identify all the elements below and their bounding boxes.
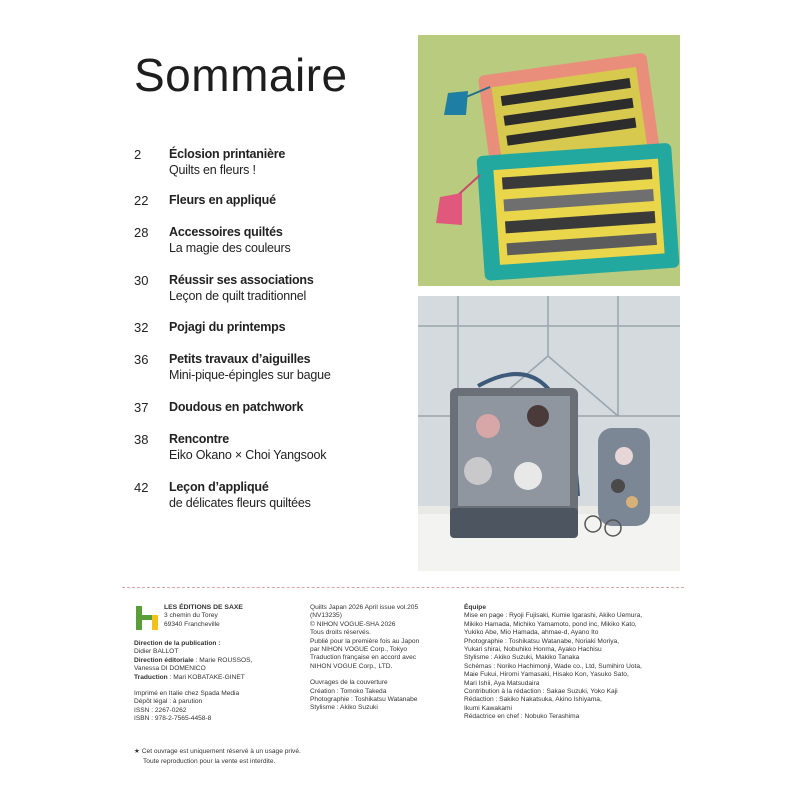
toc-title: Accessoires quiltés: [169, 225, 283, 239]
team-line: Rédaction : Sakiko Nakatsuka, Akino Ishiyama,: [464, 696, 602, 704]
toc-subtitle: Eiko Okano × Choi Yangsook: [169, 448, 327, 462]
toc-page-number: 30: [134, 273, 149, 288]
edition-line: © NIHON VOGUE-SHA 2026: [310, 620, 396, 628]
cover-credit: Création : Tomoko Takeda: [310, 687, 387, 695]
toc-page-number: 2: [134, 147, 142, 162]
bag-photo: [418, 296, 680, 571]
team-line: Rédactrice en chef : Nobuko Terashima: [464, 713, 580, 721]
toc-title: Pojagi du printemps: [169, 320, 286, 334]
publisher-address: [164, 604, 243, 629]
toc-title: Rencontre: [169, 432, 230, 446]
printing-info: Imprimé en Italie chez Spada Media: [134, 690, 240, 698]
toc-page-number: 42: [134, 480, 149, 495]
notice-line: Toute reproduction pour la vente est interdite.: [143, 758, 276, 765]
toc-title: Petits travaux d’aiguilles: [169, 352, 311, 366]
credit-value: Didier BALLOT: [134, 648, 179, 656]
toc-page-number: 32: [134, 320, 149, 335]
toc-title: Leçon d’appliqué: [169, 480, 269, 494]
usage-notice: [134, 747, 301, 767]
team-line: Mari Ishii, Aya Matsudaira: [464, 679, 540, 687]
toc-title: Doudous en patchwork: [169, 400, 304, 414]
team-line: Mikiko Hamada, Michiko Yamamoto, pond inc, Mikiko Kato,: [464, 620, 637, 628]
team-line: Yukiko Abe, Mio Hamada, ahmae-d, Ayano Ito: [464, 629, 599, 637]
page-title: Sommaire: [134, 49, 348, 101]
cover-credit: Photographie : Toshikatsu Watanabe: [310, 696, 418, 704]
toc-subtitle: Quilts en fleurs !: [169, 163, 256, 177]
credit-label: Traduction: [134, 673, 168, 681]
toc-title: Réussir ses associations: [169, 273, 314, 287]
edition-line: NIHON VOGUE Corp., LTD.: [310, 662, 393, 670]
credit-value: : Mari KOBATAKE-GINET: [167, 673, 245, 681]
team-line: Mise en page : Ryoji Fujisaki, Kumie Igarashi, Akiko Uemura,: [464, 612, 643, 620]
toc-page-number: 37: [134, 400, 149, 415]
edition-line: Traduction française en accord avec: [310, 654, 417, 662]
edition-info: [310, 604, 419, 713]
team-line: Schémas : Noriko Hachimonji, Wade co., Ltd, Sumihiro Uota,: [464, 662, 642, 670]
publisher-credits: [134, 640, 252, 724]
team-line: Yukari shirai, Nobuhiko Honma, Ayako Hachisu: [464, 646, 602, 654]
toc-title: Éclosion printanière: [169, 147, 286, 161]
edition-line: Publié pour la première fois au Japon: [310, 637, 420, 645]
team-line: Maie Fukui, Hiromi Yamasaki, Hisako Kon, Yasuko Sato,: [464, 671, 629, 679]
toc-page-number: 22: [134, 193, 149, 208]
toc-subtitle: Leçon de quilt traditionnel: [169, 289, 307, 303]
edition-line: par NIHON VOGUE Corp., Tokyo: [310, 646, 407, 654]
publisher-name: LES ÉDITIONS DE SAXE: [164, 604, 243, 611]
legal-deposit: Dépôt légal : à parution: [134, 698, 203, 706]
team-line: Ikumi Kawakami: [464, 704, 513, 712]
address-line: 3 chemin du Torey: [164, 612, 218, 620]
edition-line: Quilts Japan 2026 April issue vol.205: [310, 604, 419, 611]
toc-page-number: 38: [134, 432, 149, 447]
toc-title: Fleurs en appliqué: [169, 193, 276, 207]
toc-subtitle: La magie des couleurs: [169, 241, 291, 255]
credit-label: Direction éditoriale: [134, 656, 194, 664]
team-line: Photographie : Toshikatsu Watanabe, Noriaki Moriya,: [464, 637, 620, 645]
toc-page-number: 36: [134, 352, 149, 367]
toc-page-number: 28: [134, 225, 149, 240]
team-credits: [464, 604, 642, 722]
address-line: 69340 Francheville: [164, 620, 220, 628]
credit-value: Vanessa DI DOMENICO: [134, 665, 206, 673]
divider: [122, 587, 684, 588]
isbn: ISBN : 978-2-7565-4458-8: [134, 715, 212, 723]
pouches-photo: [418, 35, 680, 286]
credit-value: : Marie ROUSSOS,: [193, 656, 253, 664]
issn: ISSN : 2267-0262: [134, 706, 187, 714]
cover-credits-title: Ouvrages de la couverture: [310, 679, 388, 687]
edition-line: Tous droits réservés.: [310, 629, 371, 637]
notice-line: Cet ouvrage est uniquement réservé à un usage privé.: [141, 748, 301, 755]
toc-subtitle: Mini-pique-épingles sur bague: [169, 368, 331, 382]
publisher-logo: [134, 604, 160, 632]
star-icon: ★: [134, 748, 140, 755]
team-title: Équipe: [464, 604, 486, 611]
edition-line: (NV13235): [310, 612, 342, 620]
team-line: Contribution à la rédaction : Sakae Suzuki, Yoko Kaji: [464, 688, 618, 696]
team-line: Stylisme : Akiko Suzuki, Makiko Tanaka: [464, 654, 580, 662]
cover-credit: Stylisme : Akiko Suzuki: [310, 704, 378, 712]
toc-subtitle: de délicates fleurs quiltées: [169, 496, 311, 510]
credit-label: Direction de la publication :: [134, 640, 221, 647]
